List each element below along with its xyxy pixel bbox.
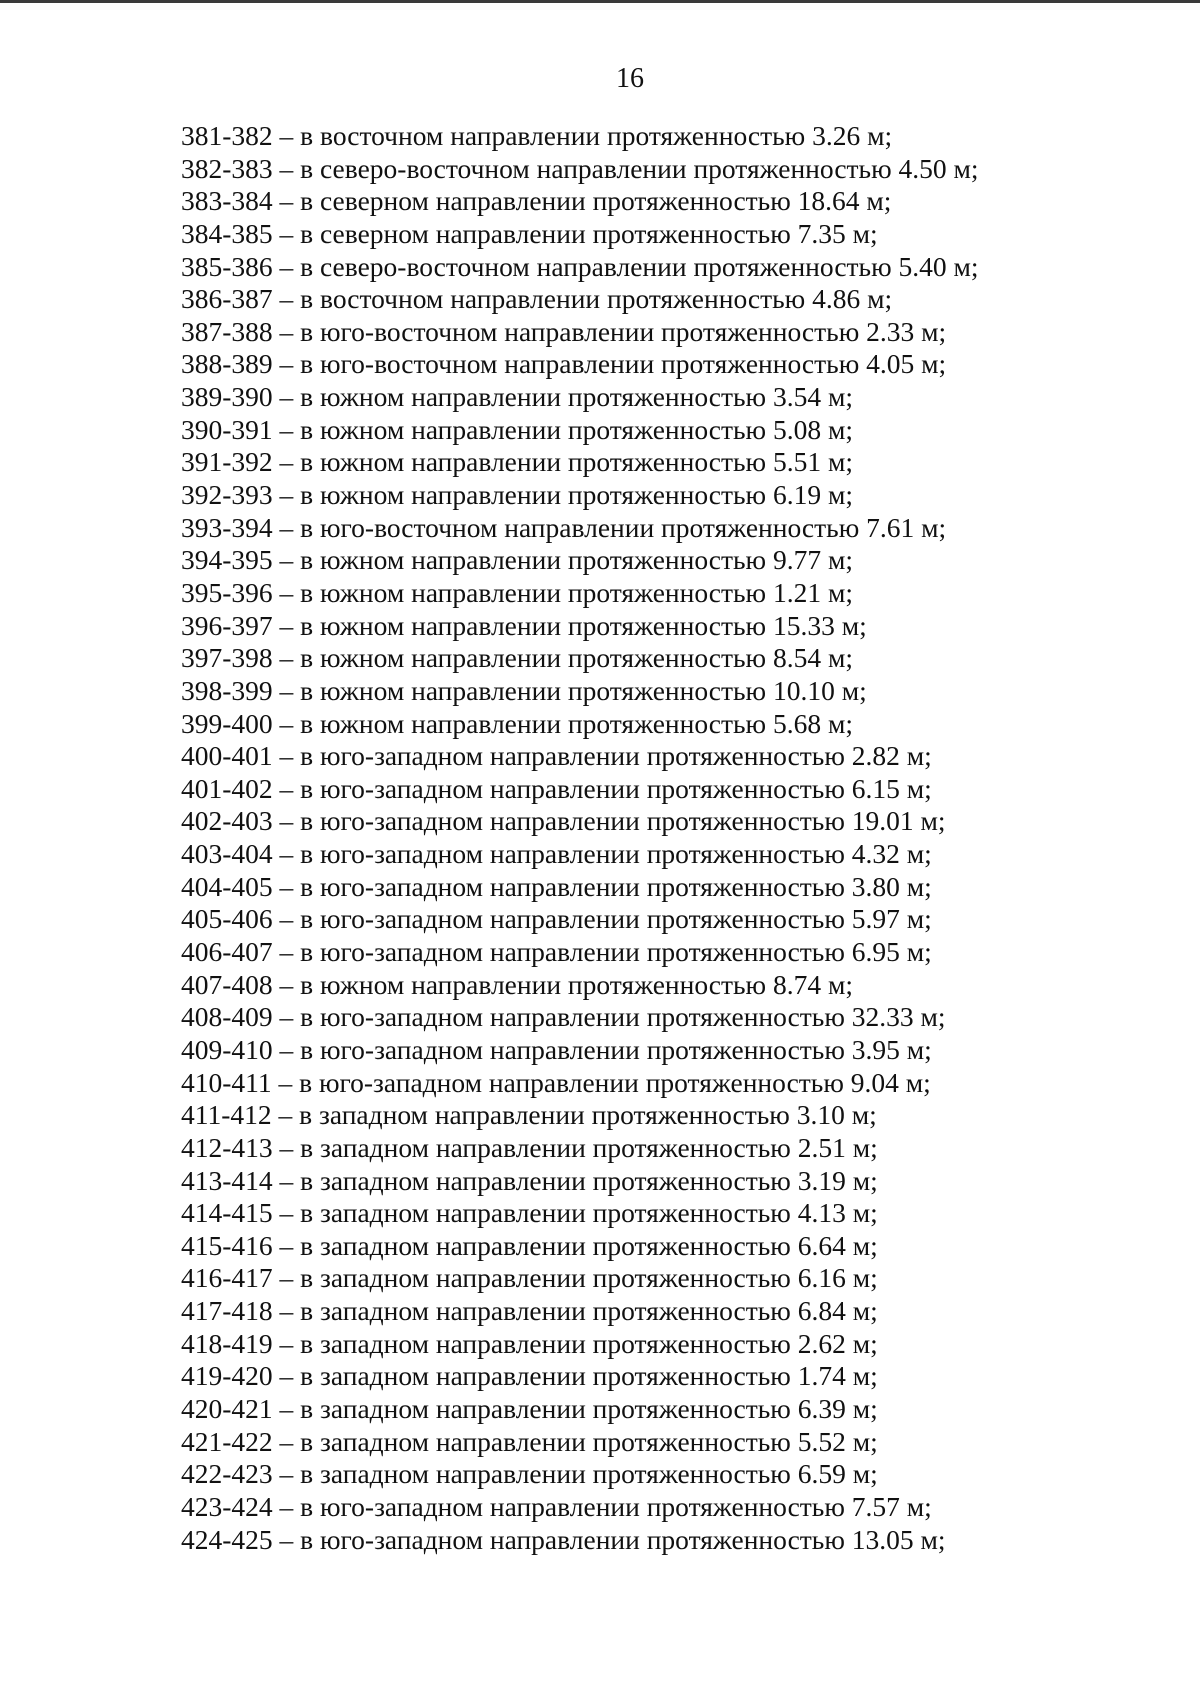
boundary-segment-line: 418-419 – в западном направлении протяженностью 2.62 м; bbox=[181, 1327, 878, 1359]
boundary-segment-line: 412-413 – в западном направлении протяженностью 2.51 м; bbox=[181, 1131, 878, 1163]
boundary-segment-line: 414-415 – в западном направлении протяженностью 4.13 м; bbox=[181, 1197, 878, 1229]
boundary-segment-line: 408-409 – в юго-западном направлении протяженностью 32.33 м; bbox=[181, 1001, 946, 1033]
boundary-segment-line: 386-387 – в восточном направлении протяженностью 4.86 м; bbox=[181, 283, 893, 315]
boundary-segment-line: 406-407 – в юго-западном направлении протяженностью 6.95 м; bbox=[181, 936, 932, 968]
boundary-segment-line: 405-406 – в юго-западном направлении протяженностью 5.97 м; bbox=[181, 903, 932, 935]
boundary-segment-line: 400-401 – в юго-западном направлении протяженностью 2.82 м; bbox=[181, 740, 932, 772]
boundary-segment-list bbox=[181, 120, 979, 1556]
boundary-segment-line: 384-385 – в северном направлении протяженностью 7.35 м; bbox=[181, 217, 878, 249]
boundary-segment-line: 398-399 – в южном направлении протяженностью 10.10 м; bbox=[181, 674, 867, 706]
boundary-segment-line: 416-417 – в западном направлении протяженностью 6.16 м; bbox=[181, 1262, 878, 1294]
boundary-segment-line: 402-403 – в юго-западном направлении протяженностью 19.01 м; bbox=[181, 805, 946, 837]
boundary-segment-line: 422-423 – в западном направлении протяженностью 6.59 м; bbox=[181, 1458, 878, 1490]
boundary-segment-line: 407-408 – в южном направлении протяженностью 8.74 м; bbox=[181, 968, 854, 1000]
boundary-segment-line: 390-391 – в южном направлении протяженностью 5.08 м; bbox=[181, 413, 854, 445]
scan-edge bbox=[0, 0, 1200, 3]
boundary-segment-line: 389-390 – в южном направлении протяженностью 3.54 м; bbox=[181, 381, 854, 413]
boundary-segment-line: 410-411 – в юго-западном направлении протяженностью 9.04 м; bbox=[181, 1066, 931, 1098]
page-number: 16 bbox=[616, 63, 644, 94]
boundary-segment-line: 387-388 – в юго-восточном направлении протяженностью 2.33 м; bbox=[181, 315, 947, 347]
boundary-segment-line: 415-416 – в западном направлении протяженностью 6.64 м; bbox=[181, 1229, 878, 1261]
boundary-segment-line: 424-425 – в юго-западном направлении протяженностью 13.05 м; bbox=[181, 1523, 946, 1555]
boundary-segment-line: 395-396 – в южном направлении протяженностью 1.21 м; bbox=[181, 576, 854, 608]
boundary-segment-line: 404-405 – в юго-западном направлении протяженностью 3.80 м; bbox=[181, 870, 932, 902]
boundary-segment-line: 420-421 – в западном направлении протяженностью 6.39 м; bbox=[181, 1392, 878, 1424]
boundary-segment-line: 399-400 – в южном направлении протяженностью 5.68 м; bbox=[181, 707, 854, 739]
boundary-segment-line: 401-402 – в юго-западном направлении протяженностью 6.15 м; bbox=[181, 772, 932, 804]
boundary-segment-line: 409-410 – в юго-западном направлении протяженностью 3.95 м; bbox=[181, 1033, 932, 1065]
boundary-segment-line: 381-382 – в восточном направлении протяженностью 3.26 м; bbox=[181, 120, 893, 151]
boundary-segment-line: 403-404 – в юго-западном направлении протяженностью 4.32 м; bbox=[181, 838, 932, 870]
boundary-segment-line: 393-394 – в юго-восточном направлении протяженностью 7.61 м; bbox=[181, 511, 947, 543]
boundary-segment-line: 383-384 – в северном направлении протяженностью 18.64 м; bbox=[181, 185, 892, 217]
boundary-segment-line: 411-412 – в западном направлении протяженностью 3.10 м; bbox=[181, 1099, 877, 1131]
boundary-segment-line: 419-420 – в западном направлении протяженностью 1.74 м; bbox=[181, 1360, 878, 1392]
boundary-segment-line: 385-386 – в северо-восточном направлении протяженностью 5.40 м; bbox=[181, 250, 979, 282]
boundary-segment-line: 397-398 – в южном направлении протяженностью 8.54 м; bbox=[181, 642, 854, 674]
boundary-segment-line: 396-397 – в южном направлении протяженностью 15.33 м; bbox=[181, 609, 867, 641]
boundary-segment-line: 394-395 – в южном направлении протяженностью 9.77 м; bbox=[181, 544, 854, 576]
boundary-segment-line: 421-422 – в западном направлении протяженностью 5.52 м; bbox=[181, 1425, 878, 1457]
boundary-segment-line: 423-424 – в юго-западном направлении протяженностью 7.57 м; bbox=[181, 1490, 932, 1522]
boundary-segment-line: 417-418 – в западном направлении протяженностью 6.84 м; bbox=[181, 1295, 878, 1327]
boundary-segment-line: 382-383 – в северо-восточном направлении протяженностью 4.50 м; bbox=[181, 152, 979, 184]
boundary-segment-line: 391-392 – в южном направлении протяженностью 5.51 м; bbox=[181, 446, 854, 478]
boundary-segment-line: 392-393 – в южном направлении протяженностью 6.19 м; bbox=[181, 479, 854, 511]
boundary-segment-line: 413-414 – в западном направлении протяженностью 3.19 м; bbox=[181, 1164, 878, 1196]
boundary-segment-line: 388-389 – в юго-восточном направлении протяженностью 4.05 м; bbox=[181, 348, 947, 380]
